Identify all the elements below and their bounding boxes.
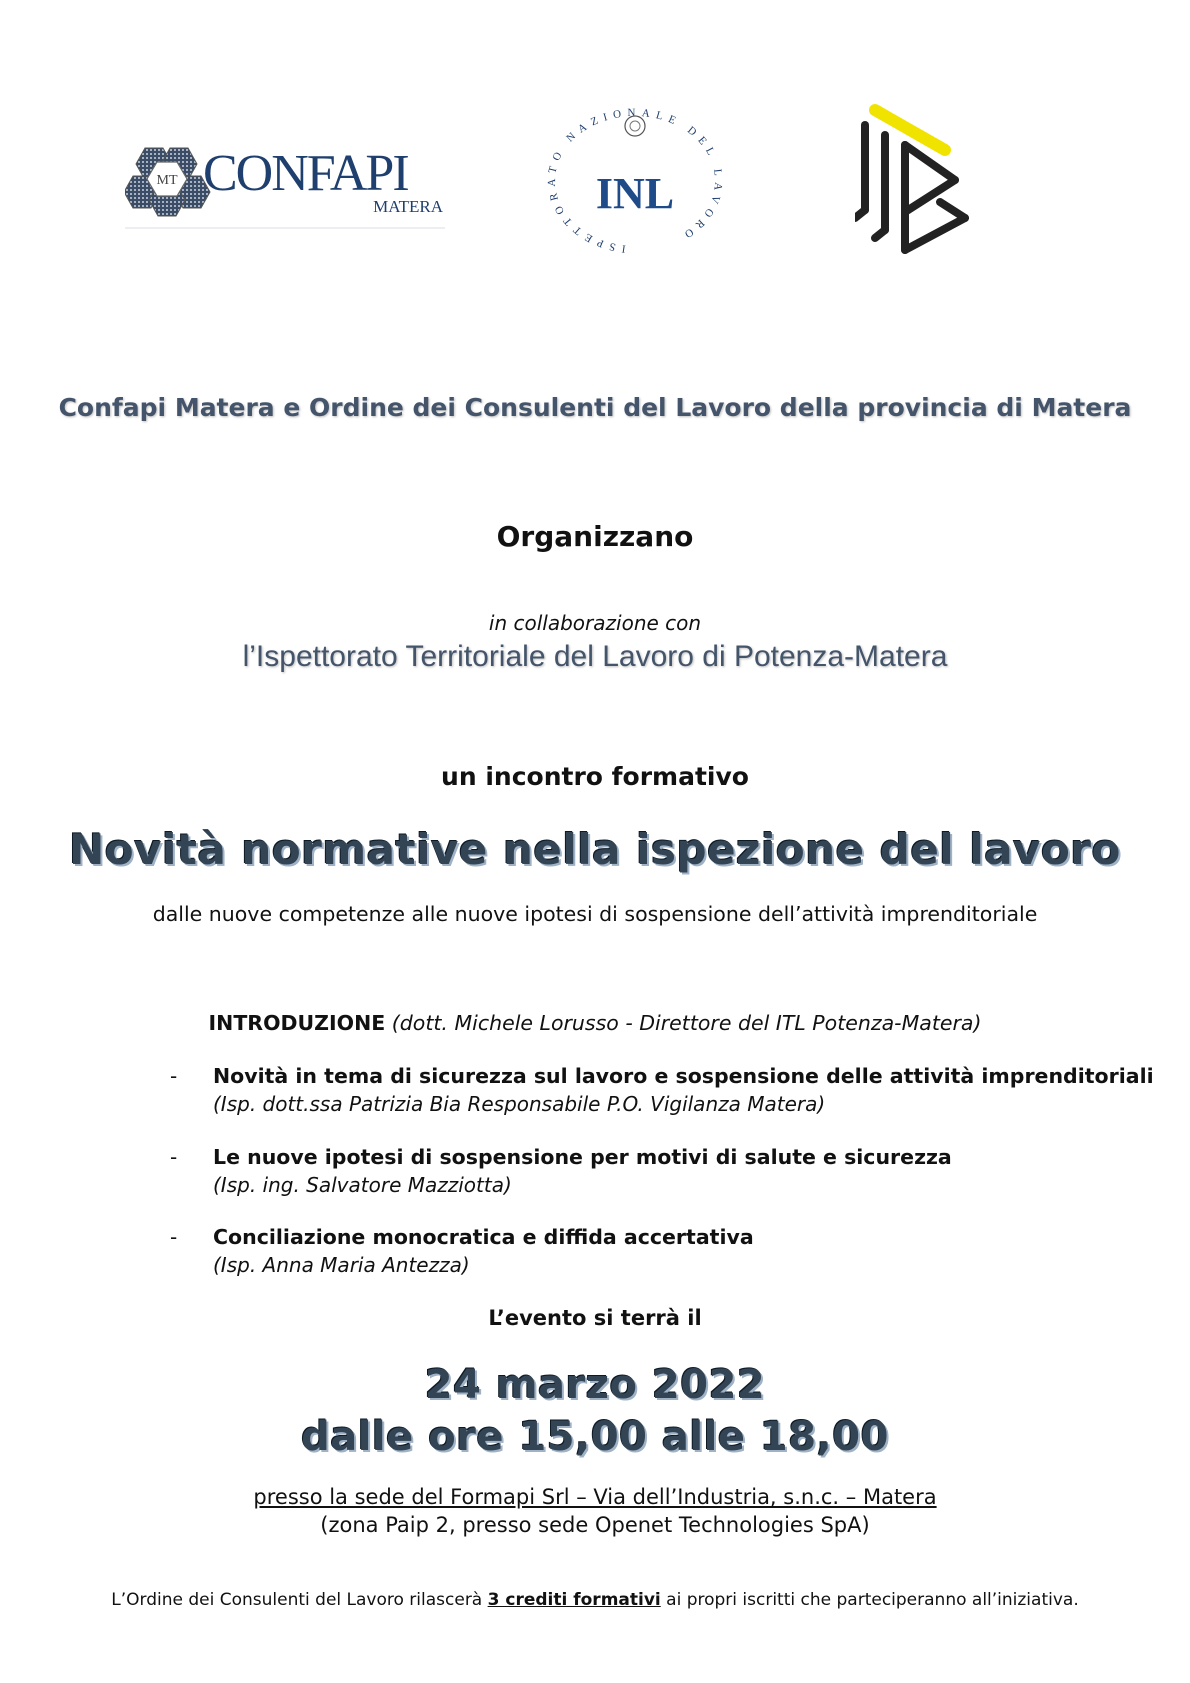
footer-post: ai propri iscritti che parteciperanno all’iniziativa. xyxy=(660,1590,1079,1610)
inl-seal-icon xyxy=(540,108,730,258)
program-intro xyxy=(0,1011,1190,1035)
footer-pre: L’Ordine dei Consulenti del Lavoro rilascerà xyxy=(111,1590,488,1610)
svg-text:INL: INL xyxy=(595,169,675,218)
consulenti-lavoro-logo-icon xyxy=(855,100,1030,275)
event-date: 24 marzo 2022 xyxy=(424,1362,766,1408)
svg-text:CONFAPI: CONFAPI xyxy=(203,145,408,202)
collaboration-intro: in collaborazione con xyxy=(488,611,702,635)
list-dash: - xyxy=(170,1145,178,1169)
program-item-title: Le nuove ipotesi di sospensione per motivi di salute e sicurezza xyxy=(213,1145,952,1169)
organizers-heading: Confapi Matera e Ordine dei Consulenti del Lavoro della provincia di Matera xyxy=(58,393,1132,422)
svg-text:MATERA: MATERA xyxy=(373,197,443,216)
svg-text:ISPETTORATO NAZIONALE DEL LAVO: ISPETTORATO NAZIONALE DEL LAVORO xyxy=(545,108,725,255)
confapi-logo xyxy=(125,140,470,230)
footer-credits: 3 crediti formativi xyxy=(487,1590,661,1610)
svg-text:MT: MT xyxy=(156,173,178,188)
schedule-lead: L’evento si terrà il xyxy=(488,1306,702,1330)
list-dash: - xyxy=(170,1064,178,1088)
credits-footer xyxy=(0,1590,1190,1610)
program-item-speaker: (Isp. dott.ssa Patrizia Bia Responsabile P.O. Vigilanza Matera) xyxy=(213,1092,826,1116)
event-zone: (zona Paip 2, presso sede Openet Technologies SpA) xyxy=(320,1513,870,1537)
confapi-hexagons-icon xyxy=(125,140,470,230)
intro-speaker: (dott. Michele Lorusso - Direttore del ITL Potenza-Matera) xyxy=(391,1011,982,1035)
event-subtitle: dalle nuove competenze alle nuove ipotesi di sospensione dell’attività imprenditoriale xyxy=(152,902,1038,926)
program-item-title: Conciliazione monocratica e diffida accertativa xyxy=(213,1225,754,1249)
program-item-title: Novità in tema di sicurezza sul lavoro e sospensione delle attività imprenditoriali xyxy=(213,1064,1154,1088)
event-title: Novità normative nella ispezione del lavoro xyxy=(69,825,1121,874)
inl-logo xyxy=(540,108,730,258)
program-item-speaker: (Isp. Anna Maria Antezza) xyxy=(213,1253,470,1277)
event-type: un incontro formativo xyxy=(441,762,749,791)
event-venue: presso la sede del Formapi Srl – Via dell’Industria, s.n.c. – Matera xyxy=(253,1485,937,1509)
collaboration-entity: l’Ispettorato Territoriale del Lavoro di Potenza-Matera xyxy=(242,640,948,673)
list-dash: - xyxy=(170,1225,178,1249)
intro-label: INTRODUZIONE xyxy=(208,1011,386,1035)
event-time: dalle ore 15,00 alle 18,00 xyxy=(301,1414,889,1460)
organizzano-heading: Organizzano xyxy=(496,520,694,553)
program-item-speaker: (Isp. ing. Salvatore Mazziotta) xyxy=(213,1173,512,1197)
